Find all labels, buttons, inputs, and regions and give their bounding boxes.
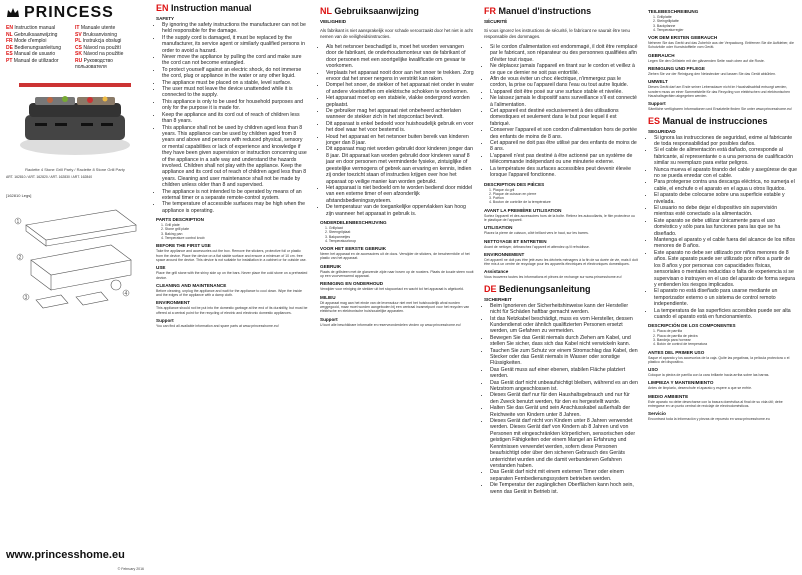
list-item: 1. Grillplatte	[653, 15, 672, 19]
nl-intro: Als fabrikant is niet aansprakelijk voor schade veroorzaakt door het niet in acht nemen van de veiligheidsinstructies.	[320, 28, 473, 39]
en-cleaning-text: Before cleaning, unplug the appliance and wait for the appliance to cool down. Wipe the inside and the edges of the appliance with a damp cloth.	[156, 288, 302, 298]
list-item: • La température des surfaces accessibles peut devenir élevée lorsque l'appareil fonctionne.	[490, 166, 638, 179]
list-item: • De temperatuur van de toegankelijke oppervlakken kan hoog zijn wanneer het apparaat in gebruik is.	[326, 204, 474, 217]
fr-de-column	[480, 0, 642, 575]
en-use-text: Place the grill stone with the shiny side up on the bars. Never place the cold stone on a preheated device.	[156, 271, 308, 280]
fr-first-use-text: Sortez l'appareil et des accessoires hors de la boîte. Retirez les autocollants, le film protecteur ou le plastique de l'appareil.	[484, 213, 635, 222]
list-item: • The temperature of accessible surfaces may be high when the appliance is operating.	[162, 201, 308, 214]
list-item: • Ne laissez jamais le dispositif sans surveillance s'il est connecté à l'alimentation.	[490, 95, 638, 108]
list-item: • Het apparaat moet op een stabiele, vlakke ondergrond worden geplaatst.	[326, 95, 474, 108]
es-support-text: Encontrará toda la información y piezas de repuesto en www.princesshome.eu	[648, 417, 770, 422]
list-item: 2. Plaque de cuisson en pierre	[489, 191, 537, 196]
es-support-heading: Servicio	[648, 411, 666, 417]
en-parts-list	[156, 223, 308, 240]
fr-use-heading: UTILISATION	[484, 225, 513, 231]
language-code: DE	[6, 44, 13, 51]
en-safety-heading: SAFETY	[156, 16, 175, 21]
en-parts-heading: PARTS DESCRIPTION	[156, 217, 204, 223]
fr-use-text: Placez la pierre de cuisson, côté brillant vers le haut, sur les barres.	[484, 231, 589, 236]
list-item: 3. Poêlon	[489, 196, 504, 201]
es-safety-list	[648, 135, 798, 321]
de-first-use-text: Nehmen Sie das Gerät und das Zubehör aus der Verpackung. Entfernen Sie die Aufkleber, die Schutzfolie oder Kunststoffteile vom Gerät.	[648, 41, 794, 50]
en-first-use-text: Take the appliance and accessories out the box. Remove the stickers, protective foil or plastic from the device. Place the device on a flat stable surface and ensure a minimum of 10 cm. free space around the device. This device is not suitable for installation in a cabinet or for outside use.	[156, 249, 307, 262]
en-env-heading: ENVIRONMENT	[156, 300, 190, 306]
nl-cleaning-text: Verwijder voor reiniging de stekker uit het stopcontact en wacht tot het apparaat is afgekoeld.	[320, 287, 464, 292]
de-parts-heading: TEILEBESCHREIBUNG	[648, 9, 699, 14]
nl-title	[320, 6, 474, 16]
fr-cleaning-text: Avant de nettoyer, débranchez l'appareil et attendez qu'il refroidisse.	[484, 244, 590, 249]
svg-text:1: 1	[16, 218, 20, 225]
list-item: • Bewegen Sie das Gerät niemals durch Ziehen am Kabel, und stellen Sie sicher, dass sich das Kabel nicht verwickeln kann.	[490, 335, 638, 348]
list-item: • El aparato no está diseñado para usarse mediante un temporizador externo o un sistema de control remoto independiente.	[654, 288, 798, 307]
list-item: • Este aparato no debe ser utilizado por niños menores de 8 años. Este aparato puede ser utilizado por niños a partir de los 8 años y por personas con capacidades físicas, sensoriales o mentales reducidas o falta de experiencia si se supervisan o instruyen en el uso del aparato de forma segura y entienden los riesgos implicados.	[654, 250, 798, 288]
language-code: PT	[6, 57, 13, 64]
list-item: • Conserver l'appareil et son cordon d'alimentation hors de portée des enfants de moins de 8 ans.	[490, 127, 638, 140]
list-item: • Halten Sie das Gerät und sein Anschlusskabel außerhalb der Reichweite von Kindern unter 8 Jahren.	[490, 405, 638, 418]
language-code: IT	[75, 25, 80, 31]
language-name: Manual de usuario	[14, 51, 56, 57]
fr-tag: FR	[484, 6, 496, 16]
language-code: ES	[6, 51, 13, 57]
fr-intro: Si vous ignorez les instructions de sécurité, le fabricant ne saurait être tenu responsable des dommages.	[484, 28, 630, 39]
nl-use-heading: GEBRUIK	[320, 263, 342, 269]
list-item: 2. Placa de parrilla de piedra	[653, 333, 698, 338]
es-cleaning-text: Antes de limpiarlo, desenchufe el aparato y espere a que se enfríe.	[648, 386, 753, 391]
fr-support-text: Vous trouverez toutes les informations et pièces de rechange sur www.princesshome.eu!	[484, 275, 622, 280]
list-item: 4. Temperaturregler	[653, 27, 684, 32]
language-name: Gebruiksaanwijzing	[14, 31, 58, 38]
en-column	[152, 0, 312, 575]
nl-parts-heading: ONDERDELENBESCHRIJVING	[320, 219, 387, 225]
en-title	[156, 3, 308, 13]
es-parts-list	[648, 329, 798, 346]
es-env-heading: MEDIO AMBIENTE	[648, 393, 689, 399]
en-use-heading: USE	[156, 265, 166, 271]
list-item: • Cet appareil ne doit pas être utilisé par des enfants de moins de 8 ans.	[490, 140, 638, 153]
list-item: • Ist das Netzkabel beschädigt, muss es vom Hersteller, dessen Kundendienst oder ähnlich qualifizierten Personen ersetzt werden, um Gefahren zu vermeiden.	[490, 316, 638, 335]
list-item: • Verplaats het apparaat nooit door aan het snoer te trekken. Zorg ervoor dat het snoer nergens in verstrikt kan raken.	[326, 70, 474, 83]
list-item: • To protect yourself against an electric shock, do not immerse the cord, plug or appliance in the water or any other liquid.	[162, 67, 308, 80]
brand-logo: PRINCESS	[24, 4, 114, 21]
list-item: 4. Temperatuurknop	[325, 238, 357, 243]
list-item: • De gebruiker mag het apparaat niet onbeheerd achterlaten wanneer de stekker zich in het stopcontact bevindt.	[326, 108, 474, 121]
list-item: • El aparato debe colocarse sobre una superficie estable y nivelada.	[654, 192, 798, 205]
language-code: RU	[75, 57, 83, 64]
list-item: • The appliance is not intended to be operated by means of an external timer or a separate remote-control system.	[162, 189, 308, 202]
list-item: • This appliance shall not be used by children aged less than 8 years. This appliance can be used by children aged from 8 years and above and persons with reduced physical, sensory or mental capabilities or lack of experience and knowledge if they have been given supervision or instruction concerning use of the appliance in a safe way and understand the hazards involved. Children shall not play with the appliance. Keep the appliance and its cord out of reach of children aged less than 8 years. Cleaning and user maintenance shall not be made by children unless older than 8 and supervised.	[162, 125, 308, 189]
list-item: 2. Steengrilplaat	[325, 230, 351, 235]
es-safety-heading: SEGURIDAD	[648, 128, 676, 134]
svg-text:4: 4	[124, 290, 128, 297]
list-item: 2. Steingrillplatte	[653, 19, 679, 24]
nl-support-heading: Support	[320, 316, 338, 322]
language-code: SV	[75, 31, 82, 38]
language-code: NL	[6, 31, 13, 38]
de-cleaning-heading: REINIGUNG UND PFLEGE	[648, 66, 705, 72]
list-item: • L'appareil n'est pas destiné à être actionné par un système de télécommande indépendant ou une minuterie externe.	[490, 153, 638, 166]
es-tag: ES	[648, 115, 661, 126]
exploded-diagram	[6, 185, 144, 335]
language-code: CS	[75, 44, 82, 51]
de-parts-list	[648, 15, 798, 32]
language-list	[6, 25, 144, 71]
nl-parts-list	[320, 226, 474, 243]
de-title	[484, 284, 638, 294]
list-item: • Si le cordon d'alimentation est endommagé, il doit être remplacé par le fabricant, son réparateur ou des personnes qualifiées afin d'éviter tout risque.	[490, 44, 638, 63]
list-item: 1. Grillplaat	[325, 225, 343, 230]
list-item: • If the supply cord is damaged, it must be replaced by the manufacturer, its service agent or similarly qualified persons in order to avoid a hazard.	[162, 35, 308, 54]
list-item: • Das Gerät darf nicht mit einem externen Timer oder einem separaten Fernbedienungssystem betrieben werden.	[490, 469, 638, 482]
en-title-text: Instruction manual	[171, 3, 252, 13]
list-item: • L'appareil doit être posé sur une surface stable et nivelée.	[490, 89, 638, 95]
de-env-heading: UMWELT	[648, 79, 668, 85]
de-support-text: Sämtliche verfügbaren Informationen und Ersatzteile finden Sie unter www.princesshome.eu!	[648, 107, 792, 112]
parts-diagram-illustration	[6, 185, 144, 335]
en-env-text: This appliance should not be put into the domestic garbage at the end of its durability, but must be offered at a central point for the recycling of electric and electronic domestic appliances.	[156, 306, 308, 315]
language-code: EN	[6, 25, 13, 31]
en-tag: EN	[156, 3, 169, 13]
es-title-text: Manual de instrucciones	[662, 115, 768, 126]
list-item: • Dit apparaat is enkel bedoeld voor huishoudelijk gebruik en voor het doel waar het voor bestemd is.	[326, 121, 474, 134]
language-name: Manuale utente	[80, 25, 116, 31]
language-name: Mode d'emploi	[14, 38, 47, 44]
list-item: 3. Bandeja para hornear	[653, 337, 691, 342]
de-es-column	[644, 0, 802, 575]
language-code: FR	[6, 38, 13, 44]
language-name: Návod na použití	[83, 44, 121, 51]
language-name: Руководство пользователя	[75, 57, 113, 70]
list-item: • Si ignora las instrucciones de seguridad, exime al fabricante de toda responsabilidad por posibles daños.	[654, 135, 798, 148]
es-use-heading: USO	[648, 367, 658, 373]
es-cleaning-heading: LIMPIEZA Y MANTENIMIENTO	[648, 380, 714, 386]
website-url: www.princesshome.eu	[6, 549, 125, 561]
list-item: 2. Stone grill plate	[161, 227, 190, 232]
de-safety-heading: SICHERHEIT	[484, 296, 512, 302]
language-name: Instruction manual	[14, 25, 56, 31]
es-title	[648, 116, 798, 126]
list-item: 4. Botón de control de temperatura	[653, 342, 708, 347]
list-item: • La temperatura de las superficies accesibles puede ser alta cuando el aparato está en funcionamiento.	[654, 308, 798, 321]
language-code: PL	[75, 38, 82, 44]
list-item: • Keep the appliance and its cord out of reach of children less than 8 years.	[162, 112, 308, 125]
list-item: • Die Temperatur der zugänglichen Oberflächen kann hoch sein, wenn das Gerät in Betrieb ist.	[490, 482, 638, 495]
nl-cleaning-heading: REINIGING EN ONDERHOUD	[320, 281, 384, 287]
list-item: 1. Grill plate	[161, 223, 180, 228]
en-cleaning-heading: CLEANING AND MAINTENANCE	[156, 282, 227, 288]
list-item: • Das Gerät muss auf einer ebenen, stabilen Fläche platziert werden.	[490, 367, 638, 380]
de-use-text: Legen Sie den Grillstein mit der glänzenden Seite nach oben auf die Roste.	[648, 58, 765, 63]
list-item: • The user must not leave the device unattended while it is connected to the supply.	[162, 86, 308, 99]
list-item: • Als het netsnoer beschadigd is, moet het worden vervangen door de fabrikant, de onderhoudsmonteur van de fabrikant of door personen met een soortgelijke kwalificatie om gevaar te voorkomen.	[326, 44, 474, 70]
nl-first-use-text: Neem het apparaat en de accessoires uit de doos. Verwijder de stickers, de beschermfolie of het plastic van het apparaat.	[320, 252, 470, 261]
list-item: • Beim Ignorieren der Sicherheitshinweise kann der Hersteller nicht für Schäden haftbar gemacht werden.	[490, 303, 638, 316]
language-code: SK	[75, 51, 82, 57]
en-first-use-heading: BEFORE THE FIRST USE	[156, 243, 211, 249]
nl-tag: NL	[320, 6, 332, 16]
list-item: 3. Bakpannetjes	[325, 234, 351, 239]
de-env-text: Dieses Gerät darf am Ende seiner Lebensdauer nicht im Haushaltsabfall entsorgt werden, sondern muss an einer Sammelstelle für das Recycling von elektrischen und elektronischen Haushaltsgeräten abgegeben werden.	[648, 85, 791, 98]
list-item: • Para protegerse contra una descarga eléctrica, no sumerja el cable, el enchufe o el aparato en el agua u otros líquidos.	[654, 179, 798, 192]
model-numbers: ART. 162810 / ART. 162820 / ART. 162830 / ART. 162840	[6, 174, 93, 179]
fr-safety-heading: SÉCURITÉ	[484, 19, 508, 24]
nl-column	[316, 0, 478, 575]
list-item: • El usuario no debe dejar el dispositivo sin supervisión mientras esté conectado a la alimentación.	[654, 205, 798, 218]
list-item: • This appliance is only to be used for household purposes and only for the purpose it is made for.	[162, 99, 308, 112]
en-support-heading: Support	[156, 318, 174, 324]
nl-title-text: Gebruiksaanwijzing	[334, 6, 419, 16]
de-title-text: Bedienungsanleitung	[499, 283, 591, 294]
nl-support-text: U kunt alle beschikbare informatie en reserveonderdelen vinden op www.princesshome.eu!	[320, 322, 461, 327]
es-parts-heading: DESCRIPCIÓN DE LOS COMPONENTES	[648, 323, 736, 329]
fr-title	[484, 6, 638, 16]
fr-env-text: Cet appareil ne doit pas être jeté avec les déchets ménagers à la fin de sa durée de vie, mais il doit être mis à un centre de recyclage pour les appareils électriques et électroniques domestiques.	[484, 257, 638, 267]
de-first-use-heading: VOR DEM ERSTEN GEBRAUCH	[648, 35, 718, 41]
product-caption: Raclette 4 Stone Grill Party / Raclette 8 Stone Grill Party	[25, 166, 125, 172]
nl-use-text: Plaats de grillsteen met de glanzende zijde naar boven op de roosters. Plaats de koude steen nooit op een voorverwarmd apparaat.	[320, 269, 474, 279]
fr-parts-list	[484, 188, 638, 205]
list-item: • Never move the appliance by pulling the cord and make sure the cord can not become entangled.	[162, 54, 308, 67]
list-item: • Ne déplacez jamais l'appareil en tirant sur le cordon et veillez à ce que ce dernier ne soit pas entortillé.	[490, 63, 638, 76]
fr-cleaning-heading: NETTOYAGE ET ENTRETIEN	[484, 238, 547, 244]
nl-safety-heading: VEILIGHEID	[320, 19, 347, 24]
language-name: Návod na použitie	[83, 51, 124, 57]
list-item: • Dompel het snoer, de stekker of het apparaat niet onder in water of andere vloeistoffen om elektrische schokken te voorkomen.	[326, 82, 474, 95]
list-item: • Houd het apparaat en het netsnoer buiten bereik van kinderen jonger dan 8 jaar.	[326, 134, 474, 147]
es-first-use-heading: ANTES DEL PRIMER USO	[648, 349, 705, 355]
de-support-heading: Support	[648, 101, 666, 107]
fr-first-use-heading: AVANT LA PREMIÈRE UTILISATION	[484, 207, 562, 213]
svg-text:3: 3	[24, 294, 28, 301]
cover-column	[0, 0, 150, 575]
fr-title-text: Manuel d'instructions	[498, 6, 592, 16]
language-name: Bruksanvisning	[83, 31, 117, 38]
fr-support-heading: Assistance	[484, 269, 509, 275]
de-cleaning-text: Ziehen Sie vor der Reinigung den Netzstecker und lassen Sie das Gerät abkühlen.	[648, 72, 777, 77]
list-item: • Afin de vous éviter un choc électrique, n'immergez pas le cordon, la prise ou l'appareil dans l'eau ou tout autre liquide.	[490, 76, 638, 89]
list-item: • Dieses Gerät darf nicht von Kindern unter 8 Jahren verwendet werden. Dieses Gerät darf von Kindern ab 8 Jahren und von Personen mit eingeschränkten körperlichen, sensorischen oder geistigen Fähigkeiten oder einem Mangel an Erfahrung und Kenntnissen verwendet werden, sofern diese Personen beaufsichtigt oder über den sicheren Gebrauch des Geräts unterrichtet wurden und die damit verbundenen Gefahren verstanden haben.	[490, 418, 638, 469]
de-safety-list	[484, 303, 638, 495]
nl-env-text: Dit apparaat mag aan het einde van de levensduur niet met het huishoudelijk afval worden weggegooid, maar moet worden aangeboden bij een centraal inzamelpunt voor het recyclen van elektrische en elektronische huishoudelijke apparaten.	[320, 300, 470, 314]
list-item: 4. Temperature control knob	[161, 236, 205, 241]
list-item: • The appliance must be placed on a stable, level surface.	[162, 80, 308, 86]
list-item: • Dieses Gerät darf nur für den Haushaltsgebrauch und nur für den Zweck benutzt werden, für den es hergestellt wurde.	[490, 392, 638, 405]
diagram-label: [162810 Legs]	[6, 192, 32, 198]
list-item: • Mantenga el aparato y el cable fuera del alcance de los niños menores de 8 años.	[654, 237, 798, 250]
language-item-pt	[6, 58, 75, 71]
language-name: Instrukcja obsługi	[82, 38, 122, 44]
language-name: Manual de utilizador	[13, 57, 59, 64]
brand-header	[6, 4, 144, 22]
es-first-use-text: Saque el aparato y los accesorios de la caja. Quite las pegatinas, la película protectora o el plástico del dispositivo.	[648, 355, 790, 364]
es-use-text: Coloque la piedra de parrilla con la cara brillante hacia arriba sobre las barras.	[648, 373, 770, 378]
list-item: • By ignoring the safety instructions the manufacturer can not be held responsible for the damage.	[162, 22, 308, 35]
list-item: • Tauchen Sie zum Schutz vor einem Stromschlag das Kabel, den Stecker oder das Gerät niemals in Wasser oder sonstige Flüssigkeiten.	[490, 348, 638, 367]
list-item: • Este aparato se debe utilizar únicamente para el uso doméstico y sólo para las funciones para las que se ha diseñado.	[654, 218, 798, 237]
nl-env-heading: MILIEU	[320, 294, 336, 300]
list-item: 3. Backpfanne	[653, 23, 676, 28]
de-tag: DE	[484, 283, 497, 294]
nl-first-use-heading: VOOR HET EERSTE GEBRUIK	[320, 246, 387, 252]
fr-env-heading: ENVIRONNEMENT	[484, 251, 525, 257]
fr-parts-heading: DESCRIPTION DES PIÈCES	[484, 181, 545, 187]
product-image	[15, 75, 135, 165]
list-item: 1. Placa de parrilla	[653, 329, 682, 334]
list-item: • Das Gerät darf nicht unbeaufsichtigt bleiben, während es an den Netzstrom angeschlossen ist.	[490, 380, 638, 393]
es-env-text: Este aparato no debe desecharse con la basura doméstica al final de su vida útil; debe entregarse en un punto central de reciclaje de electrodomésticos.	[648, 399, 783, 409]
list-item: • Si el cable de alimentación está dañado, corresponde al fabricante, al representante o a una persona de cualificación similar su reemplazo para evitar peligros.	[654, 147, 798, 166]
language-name: Bedienungsanleitung	[14, 44, 62, 51]
list-item: • Cet appareil est destiné exclusivement à des utilisations domestiques et seulement dans le but pour lequel il est fabriqué.	[490, 108, 638, 127]
svg-text:2: 2	[18, 254, 22, 261]
en-safety-list	[156, 22, 308, 214]
crown-logo-icon	[6, 6, 20, 20]
list-item: 3. Baking pan	[161, 231, 183, 236]
list-item: • Het apparaat is niet bedoeld om te worden bediend door middel van een externe timer of een afzonderlijk afstandsbedieningssysteem.	[326, 185, 474, 204]
nl-safety-list	[320, 44, 474, 217]
list-item: • Nunca mueva el aparato tirando del cable y asegúrese de que no se pueda enredar con el cable.	[654, 167, 798, 180]
list-item: 4. Bouton de contrôle de la température	[489, 200, 551, 205]
list-item: 1. Plaque du gril	[489, 187, 515, 192]
de-use-heading: GEBRAUCH	[648, 52, 675, 58]
fr-safety-list	[484, 44, 638, 179]
raclette-grill-illustration	[15, 75, 135, 165]
list-item: • Dit apparaat mag niet worden gebruikt door kinderen jonger dan 8 jaar. Dit apparaat kan worden gebruikt door kinderen vanaf 8 jaar en door personen met verminderde fysieke, zintuiglijke of geestelijke vermogens of gebrek aan ervaring en kennis, indien zij onder toezicht staan of instructies krijgen over hoe het apparaat op veilige manier kan worden gebruikt.	[326, 146, 474, 184]
publication-date: © February 2016	[117, 567, 144, 571]
language-item-ru	[75, 58, 144, 71]
en-support-text: You can find all available information and spare parts at www.princesshome.eu!	[156, 324, 279, 329]
